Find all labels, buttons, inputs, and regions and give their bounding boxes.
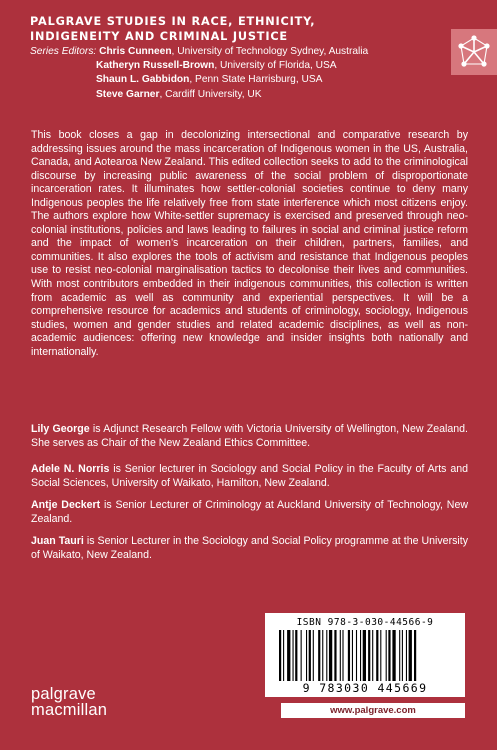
author-bio-text: is Adjunct Research Fellow with Victoria University of Wellington, New Zealand. She serves as Chair of the New Zealand Ethics Committee. (31, 423, 469, 449)
author-name: Juan Tauri (31, 535, 84, 547)
author-bio (31, 463, 468, 490)
editor-row (30, 73, 450, 87)
publisher-url: www.palgrave.com (281, 703, 465, 718)
author-bio (31, 423, 468, 450)
editor-row (30, 59, 450, 73)
editor-affiliation: , Cardiff University, UK (159, 88, 262, 100)
series-title-line-1: PALGRAVE STUDIES IN RACE, ETHNICITY, (30, 15, 316, 28)
author-bio-text: is Senior Lecturer of Criminology at Auckland University of Technology, New Zealand. (31, 499, 468, 525)
editor-name: Shaun L. Gabbidon (96, 74, 190, 86)
barcode-block (265, 613, 465, 697)
author-bio (31, 499, 468, 526)
editor-name: Chris Cunneen (99, 46, 172, 57)
editors-label: Series Editors: (30, 46, 97, 57)
publisher-logo-line-1: palgrave (31, 685, 96, 703)
author-bio (31, 535, 468, 562)
editor-affiliation: , University of Technology Sydney, Australia (171, 46, 369, 57)
isbn-text: ISBN 978-3-030-44566-9 (296, 617, 434, 628)
palgrave-star-logo-icon (451, 29, 497, 75)
editor-affiliation: , Penn State Harrisburg, USA (189, 74, 323, 86)
barcode-number: 9 783030 445669 (265, 681, 465, 695)
series-title (30, 14, 410, 44)
editor-affiliation: , University of Florida, USA (214, 60, 337, 72)
book-description: This book closes a gap in decolonizing intersectional and comparative research by addressing issues around the mass incarceration of Indigenous women in the US, Australia, Canada, and Aotearoa New Zealand. This edited collection seeks to add to the criminological discourse by increasing public awareness of the social problem of disproportionate incarceration rates. It illuminates how settler-colonial societies continue to deny many Indigenous peoples the life relatively free from state interference which most citizens enjoy. The authors explore how White-settler supremacy is exercised and preserved through neo-colonial institutions, policies and laws leading to failures in social and criminal justice reform and the impact of women’s incarceration on their children, partners, families, and communities. It also explores the tools of activism and resistance that Indigenous peoples use to resist neo-colonial marginalisation tactics to decolonise their lives and communities. With most contributors embedded in their indigenous communities, this collection is written from academic as well as community and experiential perspectives. It will be a comprehensive resource for academics and students of criminology, sociology, Indigenous studies, women and gender studies and related academic disciplines, as well as non-academic audiences: offering new knowledge and insider insights both nationally and internationally. (31, 129, 468, 358)
editor-row (30, 88, 450, 102)
author-name: Adele N. Norris (31, 463, 110, 475)
author-name: Antje Deckert (31, 499, 101, 511)
series-title-line-2: INDIGENEITY AND CRIMINAL JUSTICE (30, 30, 288, 43)
series-editors (30, 45, 450, 102)
publisher-logo (31, 686, 107, 718)
barcode-icon (277, 630, 453, 688)
editor-name: Steve Garner (96, 88, 160, 100)
author-bio-text: is Senior Lecturer in the Sociology and Social Policy programme at the University of Waikato, New Zealand. (31, 535, 468, 561)
author-name: Lily George (31, 423, 90, 435)
author-bio-text: is Senior lecturer in Sociology and Social Policy in the Faculty of Arts and Social Sciences, University of Waikato, Hamilton, New Zealand. (31, 463, 468, 489)
editor-name: Katheryn Russell-Brown (96, 60, 215, 72)
editor-row (30, 45, 450, 59)
publisher-logo-line-2: macmillan (31, 701, 108, 719)
